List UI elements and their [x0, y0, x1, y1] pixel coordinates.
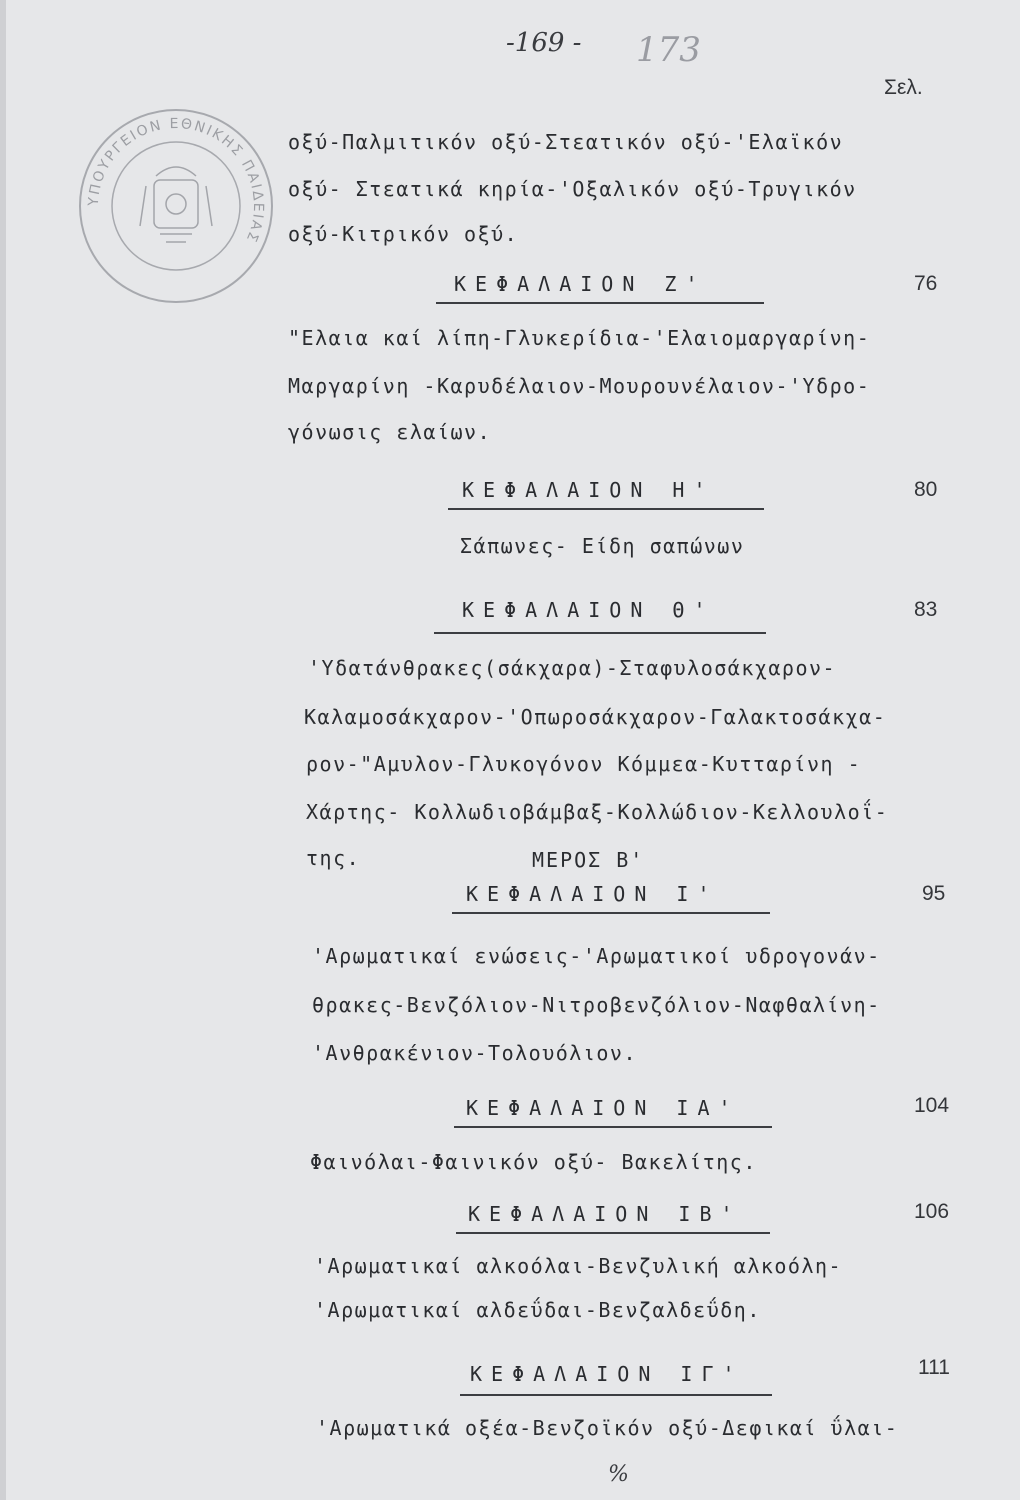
typed-page-number: -169 -: [506, 28, 582, 58]
page-column-label: Σελ.: [884, 76, 923, 99]
page-edge: [0, 0, 6, 1500]
seal-ring-text: ΥΠΟΥΡΓΕΙΟΝ ΕΘΝΙΚΗΣ ΠΑΙΔΕΙΑΣ: [85, 115, 267, 246]
chapter-heading: ΚΕΦΑΛΑΙΟΝ ΙΓ': [470, 1362, 744, 1386]
text-line: 'Αρωματικαί ενώσεις-'Αρωματικοί υδρογονάν-: [312, 944, 881, 968]
chapter-page-number: 76: [914, 272, 938, 295]
text-line: 'Υδατάνθρακες(σάκχαρα)-Σταφυλοσάκχαρον-: [308, 656, 837, 680]
text-line: 'Αρωματικαί αλκοόλαι-Βενζυλική αλκοόλη-: [314, 1254, 843, 1278]
heading-underline: [448, 508, 764, 510]
heading-underline: [434, 632, 766, 634]
chapter-heading: ΚΕΦΑΛΑΙΟΝ Η': [462, 478, 715, 502]
emblem-seal-icon: [76, 106, 276, 306]
chapter-heading: ΚΕΦΑΛΑΙΟΝ Ι': [466, 882, 719, 906]
chapter-heading: ΚΕΦΑΛΑΙΟΝ ΙΑ': [466, 1096, 740, 1120]
handwritten-page-number: 173: [636, 30, 701, 70]
chapter-page-number: 95: [922, 882, 946, 905]
heading-underline: [454, 1126, 772, 1128]
chapter-heading: ΚΕΦΑΛΑΙΟΝ Θ': [462, 598, 715, 622]
text-line: Χάρτης- Κολλωδιοβάμβαξ-Κολλώδιον-Κελλουλοΐ-: [306, 800, 889, 824]
text-line: οξύ-Κιτρικόν οξύ.: [288, 222, 519, 246]
part-heading: ΜΕΡΟΣ Β': [532, 848, 645, 872]
text-line: της.: [306, 846, 361, 870]
text-line: οξύ- Στεατικά κηρία-'Οξαλικόν οξύ-Τρυγικόν: [288, 177, 857, 201]
chapter-heading: ΚΕΦΑΛΑΙΟΝ Ζ': [454, 272, 707, 296]
text-line: Σάπωνες- Είδη σαπώνων: [460, 534, 745, 558]
heading-underline: [452, 912, 770, 914]
chapter-page-number: 83: [914, 598, 938, 621]
text-line: γόνωσις ελαίων.: [288, 420, 492, 444]
chapter-page-number: 104: [914, 1094, 950, 1117]
text-line: Καλαμοσάκχαρον-'Οπωροσάκχαρον-Γαλακτοσάκχα-: [304, 705, 887, 729]
text-line: 'Αρωματικαί αλδεΰδαι-Βενζαλδεΰδη.: [314, 1298, 761, 1322]
text-line: Φαινόλαι-Φαινικόν οξύ- Βακελίτης.: [310, 1150, 757, 1174]
text-line: θρακες-Βενζόλιον-Νιτροβενζόλιον-Ναφθαλίνη-: [312, 993, 881, 1017]
heading-underline: [460, 1394, 772, 1396]
heading-underline: [456, 1232, 770, 1234]
continuation-mark: %: [608, 1462, 629, 1487]
heading-underline: [436, 302, 764, 304]
text-line: Μαργαρίνη -Καρυδέλαιον-Μουρουνέλαιον-'Υδρο-: [288, 374, 871, 398]
chapter-page-number: 80: [914, 478, 938, 501]
text-line: 'Ανθρακένιον-Τολουόλιον.: [312, 1041, 637, 1065]
chapter-page-number: 106: [914, 1200, 950, 1223]
chapter-heading: ΚΕΦΑΛΑΙΟΝ ΙΒ': [468, 1202, 742, 1226]
text-line: "Ελαια καί λίπη-Γλυκερίδια-'Ελαιομαργαρίνη-: [288, 326, 871, 350]
text-line: 'Αρωματικά οξέα-Βενζοϊκόν οξύ-Δεφικαί ΰλαι-: [316, 1416, 899, 1440]
chapter-page-number: 111: [918, 1356, 950, 1379]
text-line: οξύ-Παλμιτικόν οξύ-Στεατικόν οξύ-'Ελαϊκόν: [288, 130, 844, 154]
text-line: ρον-"Αμυλον-Γλυκογόνον Κόμμεα-Κυτταρίνη -: [306, 752, 862, 776]
